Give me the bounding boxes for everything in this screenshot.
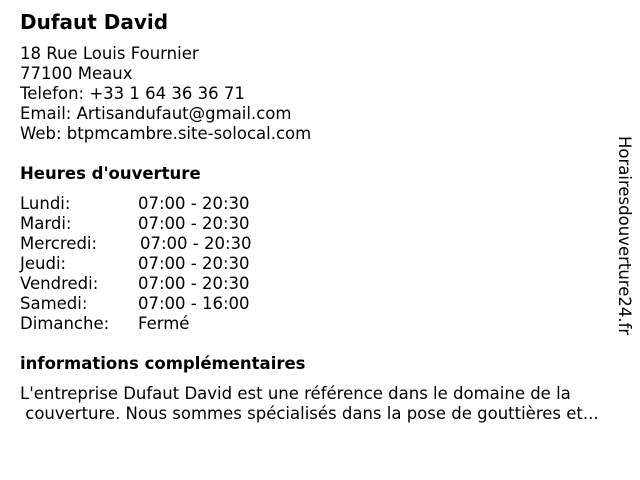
brand-text: Horairesdouverture24.fr (615, 136, 634, 336)
contact-block (20, 44, 311, 144)
brand-watermark (613, 136, 635, 346)
business-name: Dufaut David (20, 10, 169, 34)
website-link[interactable]: Web: btpmcambre.site-solocal.com (20, 124, 312, 143)
info-heading: informations complémentaires (20, 354, 306, 373)
day-label: Lundi: (20, 194, 71, 213)
time-value: 07:00 - 20:30 (140, 234, 252, 253)
address-street: 18 Rue Louis Fournier (20, 44, 199, 63)
time-value: Fermé (138, 314, 190, 333)
time-value: 07:00 - 20:30 (138, 254, 250, 273)
info-description: L'entreprise Dufaut David est une référence dans le domaine de la couverture. Nous sommes spécialisés dans la pose de gouttières et... (20, 384, 599, 423)
day-label: Mardi: (20, 214, 72, 233)
time-value: 07:00 - 20:30 (138, 274, 250, 293)
phone-number[interactable]: Telefon: +33 1 64 36 36 71 (20, 84, 245, 103)
email-address[interactable]: Email: Artisandufaut@gmail.com (20, 104, 292, 123)
address-city: 77100 Meaux (20, 64, 133, 83)
day-label: Dimanche: (20, 314, 110, 333)
day-label: Mercredi: (20, 234, 98, 253)
day-label: Vendredi: (20, 274, 99, 293)
time-value: 07:00 - 20:30 (138, 194, 250, 213)
time-value: 07:00 - 20:30 (138, 214, 250, 233)
time-value: 07:00 - 16:00 (138, 294, 250, 313)
day-label: Samedi: (20, 294, 88, 313)
hours-heading: Heures d'ouverture (20, 164, 201, 183)
day-label: Jeudi: (20, 254, 67, 273)
